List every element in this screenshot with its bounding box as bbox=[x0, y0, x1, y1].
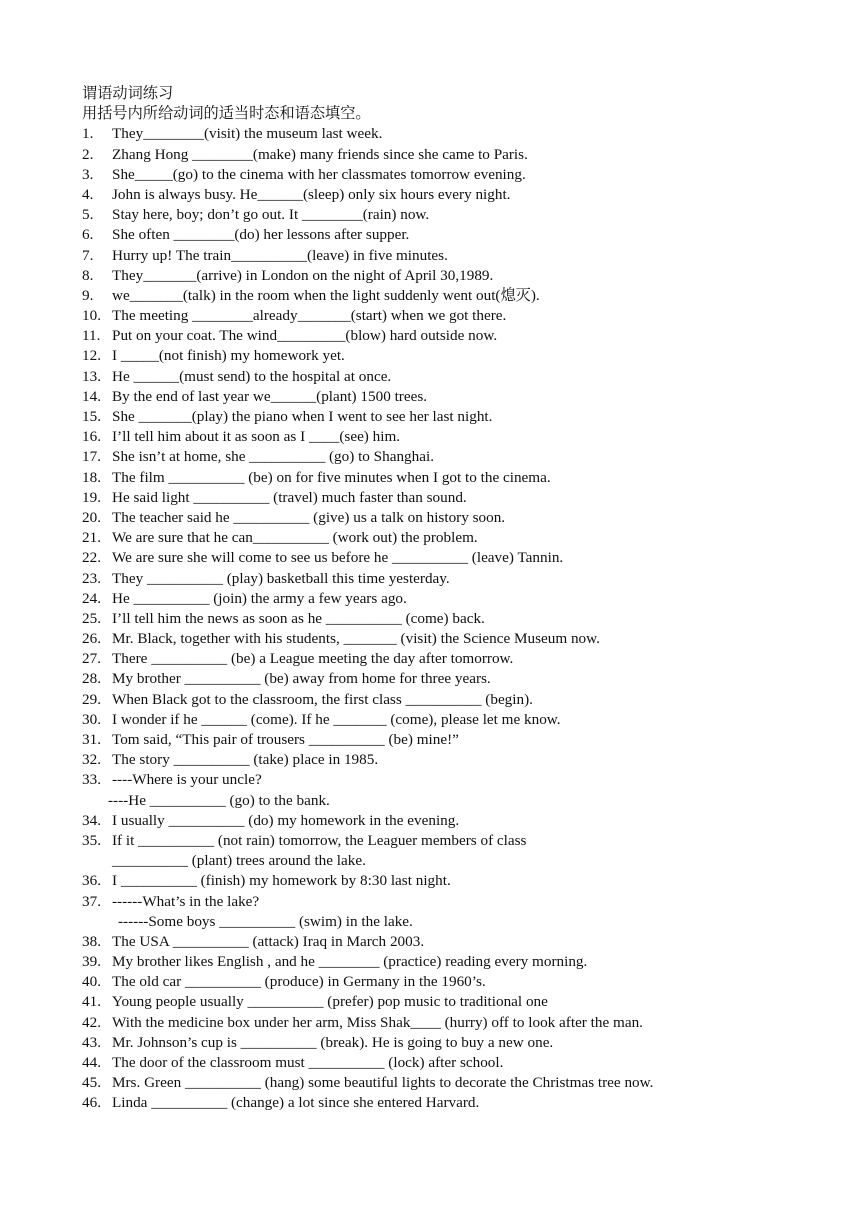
exercise-content bbox=[82, 84, 842, 1114]
exercise-text: When Black got to the classroom, the first class __________ (begin). bbox=[112, 690, 533, 708]
exercise-number: 32. bbox=[82, 751, 101, 769]
exercise-text: Mr. Johnson’s cup is __________ (break). He is going to buy a new one. bbox=[112, 1033, 554, 1051]
exercise-text: We are sure she will come to see us before he __________ (leave) Tannin. bbox=[112, 549, 564, 567]
exercise-number: 41. bbox=[82, 993, 101, 1011]
exercise-item bbox=[82, 892, 842, 912]
exercise-text: Zhang Hong ________(make) many friends since she came to Paris. bbox=[112, 145, 528, 163]
exercise-number: 40. bbox=[82, 973, 101, 991]
exercise-text: ------Some boys __________ (swim) in the lake. bbox=[118, 912, 413, 930]
exercise-number: 3. bbox=[82, 165, 94, 183]
exercise-item bbox=[82, 346, 842, 366]
exercise-text: My brother likes English , and he ________ (practice) reading every morning. bbox=[112, 953, 588, 971]
exercise-item bbox=[82, 407, 842, 427]
exercise-item bbox=[82, 488, 842, 508]
exercise-number: 26. bbox=[82, 630, 101, 648]
exercise-number: 27. bbox=[82, 650, 101, 668]
exercise-item bbox=[82, 811, 842, 831]
exercise-text: John is always busy. He______(sleep) only six hours every night. bbox=[112, 185, 511, 203]
exercise-list bbox=[82, 124, 842, 1113]
exercise-item bbox=[82, 690, 842, 710]
exercise-text: I __________ (finish) my homework by 8:30 last night. bbox=[112, 872, 451, 890]
exercise-item bbox=[82, 1053, 842, 1073]
exercise-text: I usually __________ (do) my homework in the evening. bbox=[112, 811, 460, 829]
exercise-text: They __________ (play) basketball this time yesterday. bbox=[112, 569, 450, 587]
exercise-text: She isn’t at home, she __________ (go) to Shanghai. bbox=[112, 448, 434, 466]
exercise-number: 8. bbox=[82, 266, 94, 284]
exercise-item bbox=[82, 1033, 842, 1053]
exercise-item bbox=[82, 266, 842, 286]
exercise-number: 16. bbox=[82, 428, 101, 446]
exercise-item bbox=[82, 609, 842, 629]
exercise-text: She often ________(do) her lessons after supper. bbox=[112, 226, 410, 244]
exercise-number: 12. bbox=[82, 347, 101, 365]
exercise-text: I wonder if he ______ (come). If he _______ (come), please let me know. bbox=[112, 710, 561, 728]
exercise-item bbox=[82, 669, 842, 689]
exercise-text: Young people usually __________ (prefer) pop music to traditional one bbox=[112, 993, 548, 1011]
exercise-item bbox=[82, 306, 842, 326]
exercise-number: 23. bbox=[82, 569, 101, 587]
exercise-item bbox=[82, 367, 842, 387]
exercise-text: The USA __________ (attack) Iraq in March 2003. bbox=[112, 932, 425, 950]
exercise-number: 28. bbox=[82, 670, 101, 688]
exercise-item bbox=[82, 205, 842, 225]
exercise-number: 25. bbox=[82, 609, 101, 627]
exercise-number: 4. bbox=[82, 185, 94, 203]
exercise-item bbox=[82, 871, 842, 891]
exercise-item bbox=[82, 992, 842, 1012]
exercise-text: ----He __________ (go) to the bank. bbox=[108, 791, 330, 809]
exercise-item bbox=[82, 1073, 842, 1093]
exercise-number: 36. bbox=[82, 872, 101, 890]
exercise-text: We are sure that he can__________ (work out) the problem. bbox=[112, 529, 478, 547]
exercise-item bbox=[82, 427, 842, 447]
exercise-text: By the end of last year we______(plant) 1500 trees. bbox=[112, 387, 428, 405]
exercise-text: Tom said, “This pair of trousers __________ (be) mine!” bbox=[112, 731, 459, 748]
exercise-number: 19. bbox=[82, 488, 101, 506]
exercise-number: 46. bbox=[82, 1094, 101, 1112]
exercise-number: 37. bbox=[82, 892, 101, 910]
exercise-number: 29. bbox=[82, 690, 101, 708]
exercise-text: She _______(play) the piano when I went to see her last night. bbox=[112, 408, 493, 425]
exercise-item bbox=[82, 246, 842, 266]
exercise-number: 44. bbox=[82, 1054, 101, 1071]
exercise-text: They________(visit) the museum last week. bbox=[112, 125, 383, 143]
exercise-number: 38. bbox=[82, 932, 101, 950]
exercise-number: 34. bbox=[82, 811, 101, 829]
exercise-text: The old car __________ (produce) in Germany in the 1960’s. bbox=[112, 973, 486, 991]
exercise-text: Mr. Black, together with his students, _______ (visit) the Science Museum now. bbox=[112, 630, 600, 648]
exercise-text: The story __________ (take) place in 1985. bbox=[112, 751, 379, 769]
exercise-item bbox=[82, 649, 842, 669]
exercise-number: 43. bbox=[82, 1033, 101, 1051]
exercise-item bbox=[82, 569, 842, 589]
exercise-item bbox=[82, 286, 842, 306]
exercise-text: we_______(talk) in the room when the light suddenly went out(熄灭). bbox=[112, 286, 540, 304]
exercise-text: He __________ (join) the army a few years ago. bbox=[112, 589, 407, 607]
exercise-number: 42. bbox=[82, 1013, 101, 1031]
exercise-text: They_______(arrive) in London on the night of April 30,1989. bbox=[112, 266, 494, 284]
exercise-item bbox=[82, 165, 842, 185]
exercise-text: Mrs. Green __________ (hang) some beautiful lights to decorate the Christmas tree now. bbox=[112, 1074, 654, 1092]
exercise-number: 45. bbox=[82, 1074, 101, 1092]
exercise-number: 31. bbox=[82, 731, 101, 748]
exercise-text: The door of the classroom must __________ (lock) after school. bbox=[112, 1054, 504, 1071]
exercise-item bbox=[82, 528, 842, 548]
exercise-item bbox=[82, 952, 842, 972]
exercise-item bbox=[82, 589, 842, 609]
exercise-number: 20. bbox=[82, 508, 101, 526]
exercise-item bbox=[82, 387, 842, 407]
exercise-text: Linda __________ (change) a lot since she entered Harvard. bbox=[112, 1094, 480, 1112]
exercise-item bbox=[82, 468, 842, 488]
exercise-item bbox=[82, 225, 842, 245]
exercise-number: 35. bbox=[82, 831, 101, 849]
exercise-continuation bbox=[82, 912, 842, 932]
exercise-text: My brother __________ (be) away from home for three years. bbox=[112, 670, 491, 688]
exercise-number: 17. bbox=[82, 448, 101, 466]
exercise-number: 7. bbox=[82, 246, 94, 264]
exercise-item bbox=[82, 1013, 842, 1033]
exercise-text: __________ (plant) trees around the lake. bbox=[112, 852, 366, 870]
exercise-text: I _____(not finish) my homework yet. bbox=[112, 347, 345, 365]
exercise-item bbox=[82, 730, 842, 750]
exercise-item bbox=[82, 932, 842, 952]
exercise-number: 5. bbox=[82, 206, 94, 224]
exercise-number: 13. bbox=[82, 367, 101, 385]
exercise-item bbox=[82, 326, 842, 346]
exercise-text: Hurry up! The train__________(leave) in five minutes. bbox=[112, 246, 448, 264]
exercise-text: ------What’s in the lake? bbox=[112, 892, 260, 910]
exercise-number: 21. bbox=[82, 529, 101, 547]
exercise-text: The film __________ (be) on for five minutes when I got to the cinema. bbox=[112, 468, 551, 486]
exercise-item bbox=[82, 710, 842, 730]
exercise-text: The meeting ________already_______(start) when we got there. bbox=[112, 307, 507, 325]
exercise-text: The teacher said he __________ (give) us a talk on history soon. bbox=[112, 508, 506, 526]
exercise-number: 6. bbox=[82, 226, 94, 244]
exercise-text: There __________ (be) a League meeting the day after tomorrow. bbox=[112, 650, 514, 668]
exercise-number: 22. bbox=[82, 549, 101, 567]
exercise-text: If it __________ (not rain) tomorrow, the Leaguer members of class bbox=[112, 831, 527, 849]
exercise-text: He said light __________ (travel) much faster than sound. bbox=[112, 488, 467, 506]
exercise-item bbox=[82, 1093, 842, 1113]
exercise-number: 18. bbox=[82, 468, 101, 486]
document-title: 谓语动词练习 bbox=[82, 85, 174, 102]
exercise-item bbox=[82, 831, 842, 851]
exercise-text: I’ll tell him the news as soon as he __________ (come) back. bbox=[112, 609, 485, 627]
exercise-text: ----Where is your uncle? bbox=[112, 771, 262, 789]
exercise-item bbox=[82, 770, 842, 790]
exercise-continuation bbox=[82, 791, 842, 811]
exercise-number: 24. bbox=[82, 589, 101, 607]
exercise-number: 9. bbox=[82, 286, 94, 304]
exercise-number: 30. bbox=[82, 710, 101, 728]
exercise-text: Put on your coat. The wind_________(blow) hard outside now. bbox=[112, 327, 498, 345]
exercise-item bbox=[82, 972, 842, 992]
exercise-number: 10. bbox=[82, 307, 101, 325]
exercise-number: 11. bbox=[82, 327, 101, 345]
exercise-item bbox=[82, 145, 842, 165]
exercise-item bbox=[82, 124, 842, 144]
exercise-item bbox=[82, 508, 842, 528]
exercise-text: He ______(must send) to the hospital at once. bbox=[112, 367, 392, 385]
exercise-number: 15. bbox=[82, 408, 101, 425]
exercise-number: 33. bbox=[82, 771, 101, 789]
exercise-text: She_____(go) to the cinema with her classmates tomorrow evening. bbox=[112, 165, 526, 183]
instructions: 用括号内所给动词的适当时态和语态填空。 bbox=[82, 105, 371, 123]
exercise-number: 39. bbox=[82, 953, 101, 971]
exercise-number: 2. bbox=[82, 145, 94, 163]
exercise-number: 14. bbox=[82, 387, 101, 405]
exercise-number: 1. bbox=[82, 125, 94, 143]
exercise-text: Stay here, boy; don’t go out. It ________(rain) now. bbox=[112, 206, 430, 224]
exercise-item bbox=[82, 629, 842, 649]
exercise-text: With the medicine box under her arm, Miss Shak____ (hurry) off to look after the man. bbox=[112, 1013, 643, 1031]
exercise-item bbox=[82, 185, 842, 205]
exercise-item bbox=[82, 548, 842, 568]
exercise-text: I’ll tell him about it as soon as I ____(see) him. bbox=[112, 428, 401, 446]
exercise-continuation bbox=[82, 851, 842, 871]
exercise-item bbox=[82, 447, 842, 467]
exercise-item bbox=[82, 750, 842, 770]
